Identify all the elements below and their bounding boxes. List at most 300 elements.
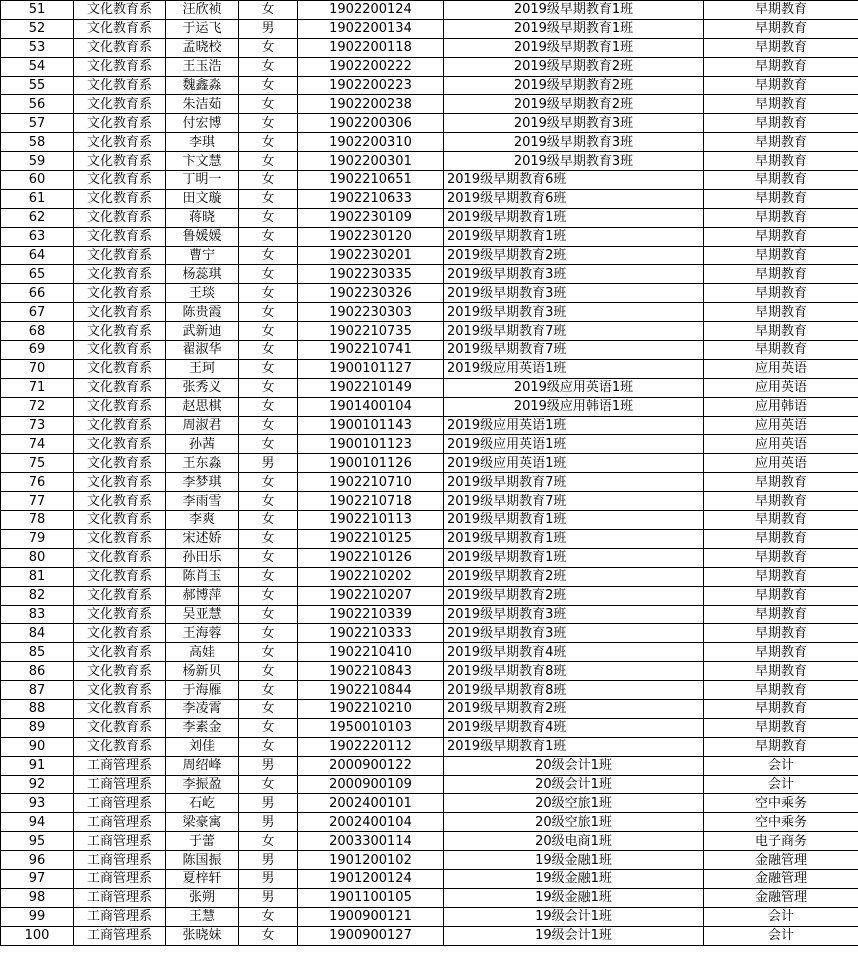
student-id-cell[interactable]: 1902210113 [298,511,444,530]
student-id-cell[interactable]: 1902200223 [298,76,444,95]
name-cell[interactable]: 卞文慧 [166,152,239,171]
name-cell[interactable]: 于蕾 [166,832,239,851]
student-id-cell[interactable]: 1902210651 [298,171,444,190]
department-cell[interactable]: 文化教育系 [74,681,166,700]
major-cell[interactable]: 早期教育 [704,341,858,360]
index-cell[interactable]: 58 [1,133,74,152]
major-cell[interactable]: 金融管理 [704,888,858,907]
student-id-cell[interactable]: 2002400101 [298,794,444,813]
index-cell[interactable]: 77 [1,492,74,511]
department-cell[interactable]: 文化教育系 [74,95,166,114]
gender-cell[interactable]: 女 [239,322,298,341]
student-id-cell[interactable]: 1902210710 [298,473,444,492]
major-cell[interactable]: 早期教育 [704,114,858,133]
major-cell[interactable]: 早期教育 [704,133,858,152]
student-id-cell[interactable]: 1902200310 [298,133,444,152]
gender-cell[interactable]: 女 [239,699,298,718]
index-cell[interactable]: 64 [1,246,74,265]
gender-cell[interactable]: 女 [239,605,298,624]
name-cell[interactable]: 张朔 [166,888,239,907]
student-id-cell[interactable]: 1901200102 [298,851,444,870]
gender-cell[interactable]: 女 [239,567,298,586]
index-cell[interactable]: 76 [1,473,74,492]
index-cell[interactable]: 53 [1,38,74,57]
major-cell[interactable]: 金融管理 [704,869,858,888]
department-cell[interactable]: 文化教育系 [74,605,166,624]
major-cell[interactable]: 早期教育 [704,246,858,265]
student-id-cell[interactable]: 1950010103 [298,718,444,737]
class-cell[interactable]: 2019级早期教育3班 [444,284,704,303]
gender-cell[interactable]: 女 [239,416,298,435]
student-id-cell[interactable]: 1900900127 [298,926,444,945]
index-cell[interactable]: 81 [1,567,74,586]
class-cell[interactable]: 2019级早期教育1班 [444,548,704,567]
class-cell[interactable]: 2019级早期教育1班 [444,38,704,57]
index-cell[interactable]: 89 [1,718,74,737]
major-cell[interactable]: 早期教育 [704,737,858,756]
name-cell[interactable]: 陈肖玉 [166,567,239,586]
name-cell[interactable]: 李琪 [166,133,239,152]
department-cell[interactable]: 工商管理系 [74,813,166,832]
gender-cell[interactable]: 女 [239,548,298,567]
student-id-cell[interactable]: 1902220112 [298,737,444,756]
gender-cell[interactable]: 女 [239,529,298,548]
department-cell[interactable]: 文化教育系 [74,133,166,152]
student-id-cell[interactable]: 1902210339 [298,605,444,624]
gender-cell[interactable]: 男 [239,19,298,38]
class-cell[interactable]: 2019级早期教育7班 [444,322,704,341]
name-cell[interactable]: 丁明一 [166,171,239,190]
index-cell[interactable]: 70 [1,359,74,378]
major-cell[interactable]: 应用英语 [704,435,858,454]
gender-cell[interactable]: 女 [239,246,298,265]
major-cell[interactable]: 早期教育 [704,699,858,718]
gender-cell[interactable]: 女 [239,397,298,416]
index-cell[interactable]: 51 [1,1,74,20]
gender-cell[interactable]: 女 [239,38,298,57]
student-id-cell[interactable]: 1902210202 [298,567,444,586]
major-cell[interactable]: 应用英语 [704,378,858,397]
student-id-cell[interactable]: 1902210126 [298,548,444,567]
student-id-cell[interactable]: 1902200124 [298,1,444,20]
department-cell[interactable]: 工商管理系 [74,907,166,926]
major-cell[interactable]: 早期教育 [704,322,858,341]
gender-cell[interactable]: 女 [239,832,298,851]
major-cell[interactable]: 早期教育 [704,284,858,303]
gender-cell[interactable]: 男 [239,869,298,888]
gender-cell[interactable]: 女 [239,171,298,190]
major-cell[interactable]: 早期教育 [704,208,858,227]
major-cell[interactable]: 会计 [704,775,858,794]
gender-cell[interactable]: 女 [239,114,298,133]
class-cell[interactable]: 2019级早期教育2班 [444,567,704,586]
name-cell[interactable]: 高娃 [166,643,239,662]
major-cell[interactable]: 早期教育 [704,227,858,246]
department-cell[interactable]: 文化教育系 [74,76,166,95]
major-cell[interactable]: 早期教育 [704,171,858,190]
name-cell[interactable]: 于运飞 [166,19,239,38]
major-cell[interactable]: 早期教育 [704,548,858,567]
student-id-cell[interactable]: 2000900109 [298,775,444,794]
class-cell[interactable]: 20级空旅1班 [444,813,704,832]
index-cell[interactable]: 66 [1,284,74,303]
department-cell[interactable]: 文化教育系 [74,303,166,322]
student-id-cell[interactable]: 1902200222 [298,57,444,76]
class-cell[interactable]: 19级金融1班 [444,869,704,888]
gender-cell[interactable]: 女 [239,511,298,530]
name-cell[interactable]: 郝博萍 [166,586,239,605]
class-cell[interactable]: 2019级应用英语1班 [444,454,704,473]
department-cell[interactable]: 文化教育系 [74,1,166,20]
class-cell[interactable]: 2019级早期教育3班 [444,265,704,284]
index-cell[interactable]: 97 [1,869,74,888]
index-cell[interactable]: 75 [1,454,74,473]
student-id-cell[interactable]: 1900101127 [298,359,444,378]
gender-cell[interactable]: 女 [239,359,298,378]
gender-cell[interactable]: 女 [239,265,298,284]
student-id-cell[interactable]: 1902210843 [298,662,444,681]
name-cell[interactable]: 杨新贝 [166,662,239,681]
gender-cell[interactable]: 女 [239,284,298,303]
name-cell[interactable]: 刘佳 [166,737,239,756]
name-cell[interactable]: 杨蕊琪 [166,265,239,284]
name-cell[interactable]: 王慧 [166,907,239,926]
gender-cell[interactable]: 女 [239,189,298,208]
gender-cell[interactable]: 女 [239,492,298,511]
class-cell[interactable]: 2019级早期教育7班 [444,341,704,360]
gender-cell[interactable]: 男 [239,756,298,775]
index-cell[interactable]: 59 [1,152,74,171]
department-cell[interactable]: 工商管理系 [74,888,166,907]
class-cell[interactable]: 2019级早期教育7班 [444,473,704,492]
gender-cell[interactable]: 女 [239,586,298,605]
department-cell[interactable]: 文化教育系 [74,454,166,473]
student-id-cell[interactable]: 1902230120 [298,227,444,246]
class-cell[interactable]: 2019级早期教育2班 [444,76,704,95]
name-cell[interactable]: 陈国振 [166,851,239,870]
department-cell[interactable]: 工商管理系 [74,775,166,794]
index-cell[interactable]: 62 [1,208,74,227]
gender-cell[interactable]: 男 [239,454,298,473]
major-cell[interactable]: 电子商务 [704,832,858,851]
gender-cell[interactable]: 女 [239,473,298,492]
index-cell[interactable]: 52 [1,19,74,38]
student-id-cell[interactable]: 1902210633 [298,189,444,208]
gender-cell[interactable]: 男 [239,888,298,907]
major-cell[interactable]: 空中乘务 [704,813,858,832]
name-cell[interactable]: 翟淑华 [166,341,239,360]
student-id-cell[interactable]: 1902230109 [298,208,444,227]
name-cell[interactable]: 李爽 [166,511,239,530]
class-cell[interactable]: 19级会计1班 [444,907,704,926]
student-id-cell[interactable]: 1902210125 [298,529,444,548]
major-cell[interactable]: 早期教育 [704,57,858,76]
student-id-cell[interactable]: 1901400104 [298,397,444,416]
department-cell[interactable]: 文化教育系 [74,152,166,171]
name-cell[interactable]: 蒋晓 [166,208,239,227]
gender-cell[interactable]: 女 [239,227,298,246]
department-cell[interactable]: 工商管理系 [74,794,166,813]
class-cell[interactable]: 2019级早期教育3班 [444,152,704,171]
name-cell[interactable]: 王海蓉 [166,624,239,643]
department-cell[interactable]: 文化教育系 [74,718,166,737]
major-cell[interactable]: 早期教育 [704,152,858,171]
index-cell[interactable]: 61 [1,189,74,208]
gender-cell[interactable]: 女 [239,76,298,95]
department-cell[interactable]: 文化教育系 [74,737,166,756]
index-cell[interactable]: 82 [1,586,74,605]
major-cell[interactable]: 早期教育 [704,473,858,492]
class-cell[interactable]: 2019级早期教育1班 [444,529,704,548]
name-cell[interactable]: 汪欣祯 [166,1,239,20]
student-id-cell[interactable]: 2000900122 [298,756,444,775]
gender-cell[interactable]: 女 [239,681,298,700]
class-cell[interactable]: 2019级早期教育2班 [444,246,704,265]
student-id-cell[interactable]: 1900101143 [298,416,444,435]
class-cell[interactable]: 19级会计1班 [444,926,704,945]
department-cell[interactable]: 文化教育系 [74,511,166,530]
name-cell[interactable]: 孟晓校 [166,38,239,57]
index-cell[interactable]: 74 [1,435,74,454]
department-cell[interactable]: 文化教育系 [74,189,166,208]
department-cell[interactable]: 文化教育系 [74,586,166,605]
class-cell[interactable]: 2019级早期教育4班 [444,643,704,662]
department-cell[interactable]: 工商管理系 [74,869,166,888]
student-id-cell[interactable]: 1902200306 [298,114,444,133]
department-cell[interactable]: 文化教育系 [74,548,166,567]
name-cell[interactable]: 朱洁茹 [166,95,239,114]
gender-cell[interactable]: 女 [239,907,298,926]
class-cell[interactable]: 2019级早期教育2班 [444,699,704,718]
index-cell[interactable]: 92 [1,775,74,794]
name-cell[interactable]: 张秀义 [166,378,239,397]
index-cell[interactable]: 67 [1,303,74,322]
major-cell[interactable]: 早期教育 [704,529,858,548]
class-cell[interactable]: 19级金融1班 [444,851,704,870]
index-cell[interactable]: 86 [1,662,74,681]
major-cell[interactable]: 会计 [704,926,858,945]
major-cell[interactable]: 应用英语 [704,416,858,435]
class-cell[interactable]: 2019级早期教育2班 [444,57,704,76]
name-cell[interactable]: 石屹 [166,794,239,813]
student-id-cell[interactable]: 1902200134 [298,19,444,38]
class-cell[interactable]: 20级空旅1班 [444,794,704,813]
student-id-cell[interactable]: 1902230201 [298,246,444,265]
major-cell[interactable]: 金融管理 [704,851,858,870]
name-cell[interactable]: 梁豪寓 [166,813,239,832]
gender-cell[interactable]: 女 [239,378,298,397]
index-cell[interactable]: 85 [1,643,74,662]
class-cell[interactable]: 19级金融1班 [444,888,704,907]
name-cell[interactable]: 王琰 [166,284,239,303]
name-cell[interactable]: 周淑君 [166,416,239,435]
department-cell[interactable]: 文化教育系 [74,473,166,492]
department-cell[interactable]: 文化教育系 [74,171,166,190]
gender-cell[interactable]: 女 [239,303,298,322]
index-cell[interactable]: 88 [1,699,74,718]
student-id-cell[interactable]: 1900101123 [298,435,444,454]
class-cell[interactable]: 2019级早期教育3班 [444,114,704,133]
department-cell[interactable]: 文化教育系 [74,341,166,360]
index-cell[interactable]: 80 [1,548,74,567]
index-cell[interactable]: 69 [1,341,74,360]
name-cell[interactable]: 赵思棋 [166,397,239,416]
student-id-cell[interactable]: 1902210741 [298,341,444,360]
department-cell[interactable]: 文化教育系 [74,567,166,586]
class-cell[interactable]: 2019级早期教育1班 [444,737,704,756]
major-cell[interactable]: 早期教育 [704,567,858,586]
department-cell[interactable]: 文化教育系 [74,397,166,416]
major-cell[interactable]: 早期教育 [704,492,858,511]
major-cell[interactable]: 会计 [704,907,858,926]
index-cell[interactable]: 83 [1,605,74,624]
class-cell[interactable]: 2019级早期教育2班 [444,95,704,114]
department-cell[interactable]: 文化教育系 [74,284,166,303]
major-cell[interactable]: 早期教育 [704,265,858,284]
name-cell[interactable]: 魏鑫淼 [166,76,239,95]
index-cell[interactable]: 96 [1,851,74,870]
gender-cell[interactable]: 男 [239,813,298,832]
department-cell[interactable]: 文化教育系 [74,114,166,133]
index-cell[interactable]: 68 [1,322,74,341]
gender-cell[interactable]: 女 [239,208,298,227]
class-cell[interactable]: 2019级早期教育6班 [444,171,704,190]
class-cell[interactable]: 20级电商1班 [444,832,704,851]
class-cell[interactable]: 2019级早期教育1班 [444,227,704,246]
gender-cell[interactable]: 女 [239,152,298,171]
student-id-cell[interactable]: 1900101126 [298,454,444,473]
major-cell[interactable]: 早期教育 [704,1,858,20]
student-id-cell[interactable]: 1902230326 [298,284,444,303]
major-cell[interactable]: 会计 [704,756,858,775]
gender-cell[interactable]: 女 [239,57,298,76]
department-cell[interactable]: 工商管理系 [74,851,166,870]
student-id-cell[interactable]: 1902200118 [298,38,444,57]
index-cell[interactable]: 72 [1,397,74,416]
name-cell[interactable]: 李素金 [166,718,239,737]
name-cell[interactable]: 田文璇 [166,189,239,208]
gender-cell[interactable]: 女 [239,341,298,360]
index-cell[interactable]: 73 [1,416,74,435]
student-id-cell[interactable]: 1902230335 [298,265,444,284]
class-cell[interactable]: 20级会计1班 [444,756,704,775]
name-cell[interactable]: 周绍峰 [166,756,239,775]
major-cell[interactable]: 早期教育 [704,681,858,700]
student-id-cell[interactable]: 1902210410 [298,643,444,662]
index-cell[interactable]: 57 [1,114,74,133]
student-id-cell[interactable]: 1902210735 [298,322,444,341]
index-cell[interactable]: 87 [1,681,74,700]
index-cell[interactable]: 91 [1,756,74,775]
student-id-cell[interactable]: 1902210718 [298,492,444,511]
gender-cell[interactable]: 男 [239,851,298,870]
index-cell[interactable]: 93 [1,794,74,813]
student-id-cell[interactable]: 1902210844 [298,681,444,700]
department-cell[interactable]: 文化教育系 [74,624,166,643]
department-cell[interactable]: 文化教育系 [74,529,166,548]
class-cell[interactable]: 2019级早期教育3班 [444,133,704,152]
class-cell[interactable]: 2019级早期教育1班 [444,511,704,530]
major-cell[interactable]: 早期教育 [704,95,858,114]
name-cell[interactable]: 王东淼 [166,454,239,473]
department-cell[interactable]: 文化教育系 [74,359,166,378]
department-cell[interactable]: 文化教育系 [74,227,166,246]
name-cell[interactable]: 宋述娇 [166,529,239,548]
name-cell[interactable]: 王珂 [166,359,239,378]
index-cell[interactable]: 71 [1,378,74,397]
department-cell[interactable]: 文化教育系 [74,208,166,227]
student-id-cell[interactable]: 2002400104 [298,813,444,832]
student-id-cell[interactable]: 1901100105 [298,888,444,907]
name-cell[interactable]: 付宏博 [166,114,239,133]
gender-cell[interactable]: 女 [239,95,298,114]
major-cell[interactable]: 早期教育 [704,19,858,38]
major-cell[interactable]: 早期教育 [704,643,858,662]
gender-cell[interactable]: 女 [239,718,298,737]
index-cell[interactable]: 55 [1,76,74,95]
name-cell[interactable]: 鲁媛媛 [166,227,239,246]
name-cell[interactable]: 曹宁 [166,246,239,265]
major-cell[interactable]: 应用英语 [704,454,858,473]
index-cell[interactable]: 90 [1,737,74,756]
department-cell[interactable]: 文化教育系 [74,492,166,511]
class-cell[interactable]: 2019级应用英语1班 [444,378,704,397]
student-id-cell[interactable]: 1902210333 [298,624,444,643]
class-cell[interactable]: 2019级早期教育6班 [444,189,704,208]
class-cell[interactable]: 20级会计1班 [444,775,704,794]
index-cell[interactable]: 99 [1,907,74,926]
class-cell[interactable]: 2019级早期教育3班 [444,624,704,643]
index-cell[interactable]: 100 [1,926,74,945]
class-cell[interactable]: 2019级应用英语1班 [444,359,704,378]
index-cell[interactable]: 98 [1,888,74,907]
name-cell[interactable]: 吴亚慧 [166,605,239,624]
department-cell[interactable]: 文化教育系 [74,643,166,662]
gender-cell[interactable]: 女 [239,1,298,20]
major-cell[interactable]: 早期教育 [704,303,858,322]
class-cell[interactable]: 2019级应用英语1班 [444,416,704,435]
gender-cell[interactable]: 女 [239,643,298,662]
class-cell[interactable]: 2019级早期教育3班 [444,303,704,322]
major-cell[interactable]: 早期教育 [704,605,858,624]
name-cell[interactable]: 武新迪 [166,322,239,341]
student-id-cell[interactable]: 1900900121 [298,907,444,926]
major-cell[interactable]: 早期教育 [704,511,858,530]
name-cell[interactable]: 孙田乐 [166,548,239,567]
department-cell[interactable]: 文化教育系 [74,265,166,284]
class-cell[interactable]: 2019级应用韩语1班 [444,397,704,416]
index-cell[interactable]: 65 [1,265,74,284]
index-cell[interactable]: 79 [1,529,74,548]
department-cell[interactable]: 文化教育系 [74,57,166,76]
name-cell[interactable]: 夏梓轩 [166,869,239,888]
index-cell[interactable]: 63 [1,227,74,246]
major-cell[interactable]: 空中乘务 [704,794,858,813]
department-cell[interactable]: 文化教育系 [74,416,166,435]
department-cell[interactable]: 工商管理系 [74,926,166,945]
class-cell[interactable]: 2019级早期教育1班 [444,1,704,20]
major-cell[interactable]: 早期教育 [704,76,858,95]
major-cell[interactable]: 早期教育 [704,662,858,681]
student-id-cell[interactable]: 1901200124 [298,869,444,888]
class-cell[interactable]: 2019级早期教育1班 [444,208,704,227]
name-cell[interactable]: 张晓妹 [166,926,239,945]
name-cell[interactable]: 王玉浩 [166,57,239,76]
class-cell[interactable]: 2019级早期教育8班 [444,662,704,681]
gender-cell[interactable]: 女 [239,926,298,945]
index-cell[interactable]: 78 [1,511,74,530]
gender-cell[interactable]: 女 [239,624,298,643]
